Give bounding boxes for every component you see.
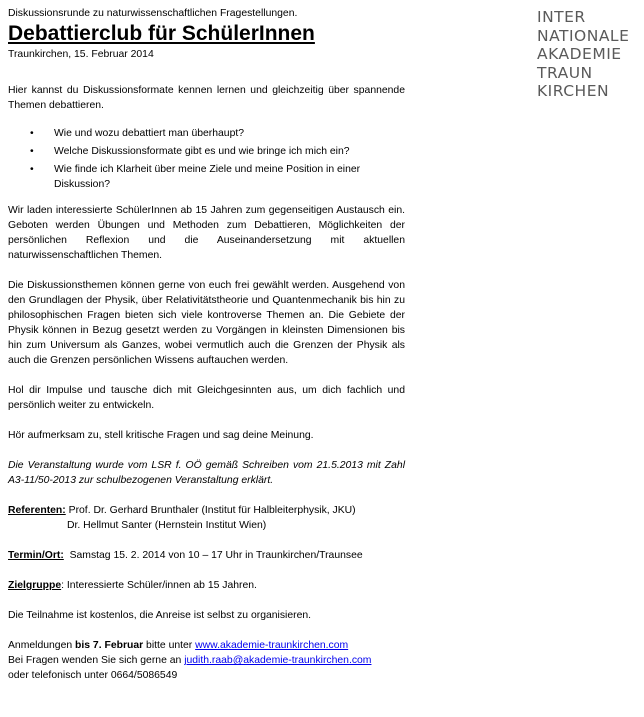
listen-paragraph: Hör aufmerksam zu, stell kritische Fragen und sag deine Meinung. (8, 430, 314, 441)
academy-logo (537, 8, 629, 101)
logo-line: KIRCHEN (537, 82, 610, 100)
impulse-paragraph: Hol dir Impulse und tausche dich mit Gleichgesinnten aus, um dich fachlich und persönlich weiter zu entwickeln. (8, 385, 405, 411)
logo-line: INTER (537, 8, 586, 26)
deadline-text: bis 7. Februar (75, 640, 144, 651)
intro-paragraph: Hier kannst du Diskussionsformate kennen lernen und gleichzeitig über spannende Themen debattieren. (8, 85, 405, 111)
website-link[interactable]: www.akademie-traunkirchen.com (195, 640, 349, 651)
phone-line: oder telefonisch unter 0664/5086549 (8, 670, 178, 681)
referents-line-2: Dr. Hellmut Santer (Hernstein Institut Wien) (67, 520, 267, 531)
approval-paragraph: Die Veranstaltung wurde vom LSR f. OÖ gemäß Schreiben vom 21.5.2013 mit Zahl A3-11/50-2013 zur schulbezogenen Veranstaltung erklärt. (8, 460, 405, 486)
schedule-line: Termin/Ort: Samstag 15. 2. 2014 von 10 – 17 Uhr in Traunkirchen/Traunsee (8, 550, 363, 561)
logo-line: TRAUN (537, 63, 593, 82)
fee-paragraph: Die Teilnahme ist kostenlos, die Anreise ist selbst zu organisieren. (8, 610, 312, 621)
bullet-icon: • (30, 146, 34, 157)
bullet-icon: • (30, 164, 34, 175)
topics-paragraph: Die Diskussionsthemen können gerne von euch frei gewählt werden. Ausgehend von den Grundlagen der Physik, über Relativitätstheorie und Quantenmechanik bis hin zu philosophischen Fragen bieten sich viele kontroverse Themen an. Die Gebiete der Physik können in Bezug gesetzt werden zu Vorgängen in kleinsten Dimensionen bis hin zum Universum als Ganzes, wobei vermutlich auch die Grenzen der Physik als auch die Grenzen persönlichen Wissens auftauchen werden. (8, 280, 405, 366)
place-date: Traunkirchen, 15. Februar 2014 (8, 49, 154, 60)
referents-label: Referenten: (8, 505, 66, 516)
list-item: • Wie finde ich Klarheit über meine Ziele und meine Position in einer Diskussion? (30, 164, 361, 190)
email-link[interactable]: judith.raab@akademie-traunkirchen.com (184, 655, 372, 666)
bullet-icon: • (30, 128, 34, 139)
audience-label: Zielgruppe (8, 580, 62, 591)
referents-line: Referenten: Prof. Dr. Gerhard Brunthaler (Institut für Halbleiterphysik, JKU) (8, 505, 356, 516)
list-item: • Welche Diskussionsformate gibt es und wie bringe ich mich ein? (30, 146, 350, 157)
logo-line: NATIONALE (537, 26, 630, 45)
list-item: • Wie und wozu debattiert man überhaupt? (30, 128, 245, 139)
schedule-label: Termin/Ort: (8, 550, 64, 561)
document-body (8, 6, 405, 683)
audience-line: Zielgruppe: Interessierte Schüler/innen ab 15 Jahren. (8, 580, 257, 591)
logo-line: AKADEMIE (537, 45, 622, 63)
question-list (8, 126, 405, 192)
invite-paragraph: Wir laden interessierte SchülerInnen ab 15 Jahren zum gegenseitigen Austausch ein. Geboten werden Übungen und Methoden zum Debattieren, Möglichkeiten der persönlichen Reflexion und die Auseinandersetzung mit aktuellen naturwissenschaftlichen Themen. (8, 205, 405, 261)
questions-line: Bei Fragen wenden Sie sich gerne an judith.raab@akademie-traunkirchen.com (8, 655, 372, 666)
page-title: Debattierclub für SchülerInnen (8, 22, 315, 45)
signup-line: Anmeldungen bis 7. Februar bitte unter www.akademie-traunkirchen.com (8, 640, 349, 651)
kicker-text: Diskussionsrunde zu naturwissenschaftlichen Fragestellungen. (8, 8, 298, 19)
